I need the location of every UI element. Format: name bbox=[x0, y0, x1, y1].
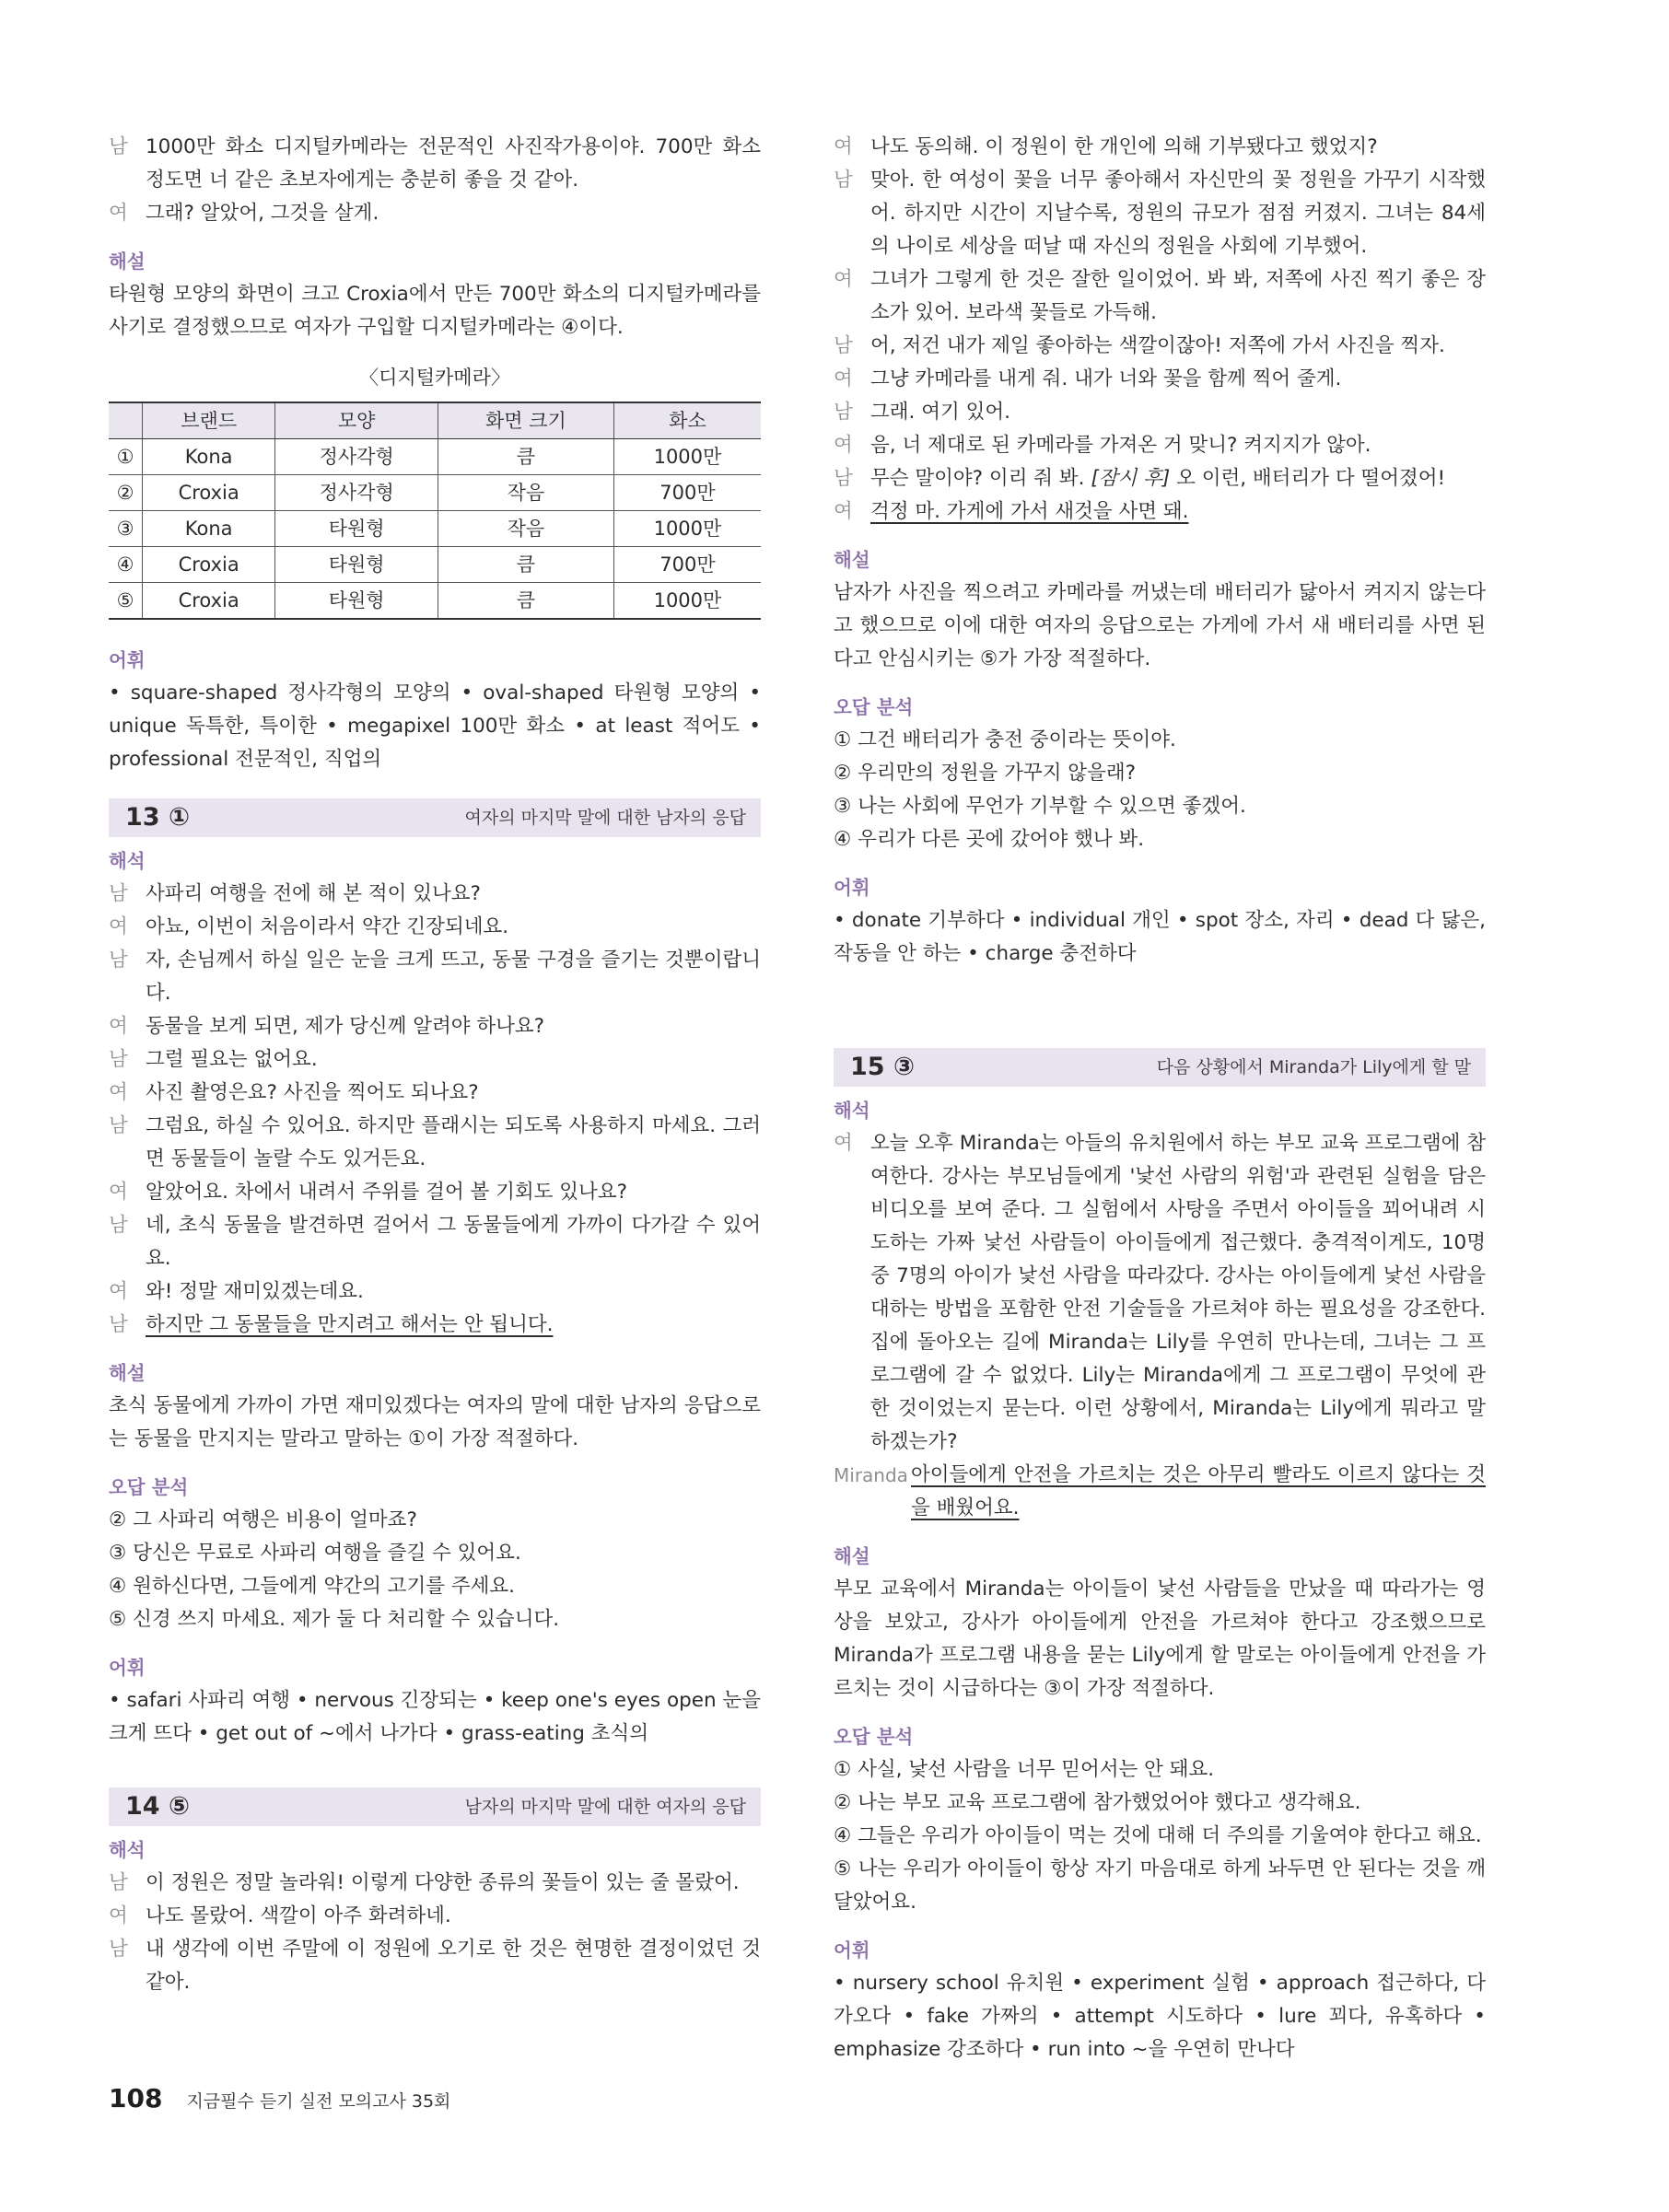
wrong-option: ⑤ 나는 우리가 아이들이 항상 자기 마음대로 하게 놔두면 안 된다는 것을 깨달았어요. bbox=[834, 1857, 1486, 1914]
table-cell: Croxia bbox=[143, 547, 275, 583]
table-cell: 정사각형 bbox=[275, 475, 438, 511]
table-cell: ① bbox=[109, 439, 143, 475]
table-header-cell: 화소 bbox=[613, 402, 761, 439]
dialogue-line bbox=[834, 263, 1486, 330]
dialogue-text: 자, 손님께서 하실 일은 눈을 크게 뜨고, 동물 구경을 즐기는 것뿐이랍니다. bbox=[146, 949, 761, 1005]
camera-table bbox=[109, 402, 761, 620]
table-cell: 700만 bbox=[613, 475, 761, 511]
wrong-option: ④ 우리가 다른 곳에 갔어야 했나 봐. bbox=[834, 828, 1145, 851]
table-cell: ② bbox=[109, 475, 143, 511]
dialogue-text: 그래? 알았어, 그것을 살게. bbox=[146, 202, 379, 225]
speaker-label: 남 bbox=[109, 1214, 128, 1237]
explanation-text: 부모 교육에서 Miranda는 아이들이 낯선 사람들을 만났을 때 따라가는 영상을 보았고, 강사가 아이들에게 안전을 가르쳐야 한다고 강조했으므로 Miranda가 프로그램 내용을 묻는 Lily에게 할 말로는 아이들에게 안전을 가르치는 것이 시급하다는 ③이 가장 적절하다. bbox=[834, 1578, 1486, 1700]
wrong-option: ① 그건 배터리가 충전 중이라는 뜻이야. bbox=[834, 728, 1176, 751]
dialogue-line bbox=[834, 1127, 1486, 1459]
question-number: 14 ⑤ bbox=[125, 1792, 190, 1821]
dialogue-line bbox=[109, 1077, 761, 1110]
dialogue-text: 맞아. 한 여성이 꽃을 너무 좋아해서 자신만의 꽃 정원을 가꾸기 시작했어. 하지만 시간이 지날수록, 정원의 규모가 점점 커졌지. 그녀는 84세의 나이로 세상을 떠날 때 자신의 정원을 사회에 기부했어. bbox=[870, 169, 1486, 258]
table-row bbox=[109, 547, 761, 583]
section-heading: 해설 bbox=[834, 549, 870, 571]
wrong-option: ① 사실, 낯선 사람을 너무 믿어서는 안 돼요. bbox=[834, 1758, 1215, 1781]
table-cell: 큼 bbox=[438, 583, 613, 620]
answer-text: 아이들에게 안전을 가르치는 것은 아무리 빨라도 이르지 않다는 것을 배웠어요. bbox=[911, 1463, 1486, 1519]
question-bar-14 bbox=[109, 1787, 761, 1826]
question-topic: 남자의 마지막 말에 대한 여자의 응답 bbox=[464, 1797, 746, 1817]
dialogue-line bbox=[109, 1043, 761, 1077]
table-row bbox=[109, 511, 761, 547]
dialogue-line bbox=[109, 878, 761, 911]
speaker-label: 여 bbox=[834, 434, 853, 457]
table-cell: ⑤ bbox=[109, 583, 143, 620]
speaker-label: 남 bbox=[834, 334, 853, 357]
speaker-label: 남 bbox=[109, 1114, 128, 1137]
speaker-label: 여 bbox=[834, 500, 853, 523]
table-cell: 작음 bbox=[438, 475, 613, 511]
dialogue-text: 그럴 필요는 없어요. bbox=[146, 1048, 318, 1071]
dialogue-text: 1000만 화소 디지털카메라는 전문적인 사진작가용이야. 700만 화소 정도면 너 같은 초보자에게는 충분히 좋을 것 같아. bbox=[146, 135, 761, 192]
dialogue-line bbox=[834, 164, 1486, 263]
section-heading: 해석 bbox=[109, 1839, 146, 1861]
dialogue-line bbox=[109, 1110, 761, 1176]
table-header-cell: 모양 bbox=[275, 402, 438, 439]
table-cell: ④ bbox=[109, 547, 143, 583]
speaker-label: 여 bbox=[834, 1132, 853, 1155]
right-column bbox=[834, 131, 1486, 2066]
dialogue-line bbox=[834, 363, 1486, 396]
speaker-label: 남 bbox=[109, 1938, 128, 1961]
vocab-text: • safari 사파리 여행 • nervous 긴장되는 • keep one's eyes open 눈을 크게 뜨다 • get out of ~에서 나가다 • grass-eating 초식의 bbox=[109, 1689, 761, 1745]
table-cell: 타원형 bbox=[275, 511, 438, 547]
dialogue-text: 그럼요, 하실 수 있어요. 하지만 플래시는 되도록 사용하지 마세요. 그러면 동물들이 놀랄 수도 있거든요. bbox=[146, 1114, 761, 1170]
speaker-label: 남 bbox=[109, 135, 128, 158]
wrong-option: ② 나는 부모 교육 프로그램에 참가했었어야 했다고 생각해요. bbox=[834, 1791, 1361, 1814]
dialogue-line bbox=[109, 197, 761, 230]
table-row bbox=[109, 475, 761, 511]
table-cell: 타원형 bbox=[275, 583, 438, 620]
speaker-label: 남 bbox=[834, 169, 853, 192]
table-row bbox=[109, 439, 761, 475]
dialogue-text: 사파리 여행을 전에 해 본 적이 있나요? bbox=[146, 882, 481, 905]
table-cell: 1000만 bbox=[613, 511, 761, 547]
table-header-row bbox=[109, 402, 761, 439]
section-heading: 오답 분석 bbox=[109, 1476, 189, 1498]
section-heading: 해설 bbox=[109, 1362, 146, 1384]
speaker-label: 여 bbox=[834, 367, 853, 390]
wrong-option: ④ 그들은 우리가 아이들이 먹는 것에 대해 더 주의를 기울여야 한다고 해요. bbox=[834, 1824, 1482, 1847]
question-topic: 다음 상황에서 Miranda가 Lily에게 할 말 bbox=[1156, 1057, 1471, 1077]
explanation-text: 남자가 사진을 찍으려고 카메라를 꺼냈는데 배터리가 닳아서 켜지지 않는다고 했으므로 이에 대한 여자의 응답으로는 가게에 가서 새 배터리를 사면 된다고 안심시키는 ⑤가 가장 적절하다. bbox=[834, 581, 1486, 670]
wrong-option: ② 우리만의 정원을 가꾸지 않을래? bbox=[834, 762, 1137, 785]
vocab-text: • donate 기부하다 • individual 개인 • spot 장소, 자리 • dead 다 닳은, 작동을 안 하는 • charge 충전하다 bbox=[834, 909, 1486, 965]
dialogue-line bbox=[109, 131, 761, 197]
speaker-label: 남 bbox=[834, 467, 853, 490]
table-cell: 700만 bbox=[613, 547, 761, 583]
section-heading: 해설 bbox=[109, 250, 146, 273]
wrong-option: ③ 당신은 무료로 사파리 여행을 즐길 수 있어요. bbox=[109, 1542, 521, 1565]
book-title: 지금필수 듣기 실전 모의고사 35회 bbox=[186, 2091, 451, 2112]
dialogue-line bbox=[109, 1933, 761, 1999]
speaker-label: 여 bbox=[109, 915, 128, 938]
section-heading: 어휘 bbox=[834, 1939, 870, 1962]
dialogue-text: 그래. 여기 있어. bbox=[870, 401, 1010, 424]
speaker-label: 여 bbox=[109, 1904, 128, 1927]
explanation-text: 초식 동물에게 가까이 가면 재미있겠다는 여자의 말에 대한 남자의 응답으로는 동물을 만지지는 말라고 말하는 ①이 가장 적절하다. bbox=[109, 1394, 761, 1450]
speaker-label: 남 bbox=[109, 1871, 128, 1894]
left-column bbox=[109, 131, 761, 1999]
dialogue-line bbox=[109, 1010, 761, 1043]
speaker-label: 여 bbox=[109, 1181, 128, 1204]
dialogue-text: 내 생각에 이번 주말에 이 정원에 오기로 한 것은 현명한 결정이었던 것 같아. bbox=[146, 1938, 761, 1994]
section-heading: 오답 분석 bbox=[834, 696, 914, 718]
question-number: 13 ① bbox=[125, 803, 190, 832]
dialogue-line bbox=[109, 944, 761, 1010]
dialogue-text: 어, 저건 내가 제일 좋아하는 색깔이잖아! 저쪽에 가서 사진을 찍자. bbox=[870, 334, 1445, 357]
dialogue-line bbox=[109, 1176, 761, 1209]
wrong-option: ② 그 사파리 여행은 비용이 얼마죠? bbox=[109, 1508, 417, 1531]
question-number: 15 ③ bbox=[850, 1053, 915, 1081]
wrong-option: ③ 나는 사회에 무언가 기부할 수 있으면 좋겠어. bbox=[834, 795, 1246, 818]
table-cell: 1000만 bbox=[613, 583, 761, 620]
dialogue-text-part: 무슨 말이야? 이리 줘 봐. bbox=[870, 467, 1091, 490]
speaker-label: 여 bbox=[834, 268, 853, 291]
dialogue-line bbox=[834, 330, 1486, 363]
wrong-option: ④ 원하신다면, 그들에게 약간의 고기를 주세요. bbox=[109, 1575, 515, 1598]
table-header-cell: 브랜드 bbox=[143, 402, 275, 439]
speaker-label: 남 bbox=[109, 949, 128, 972]
section-heading: 해석 bbox=[109, 850, 146, 872]
page-footer bbox=[109, 2083, 450, 2113]
section-heading: 어휘 bbox=[834, 877, 870, 899]
dialogue-text: 이 정원은 정말 놀라워! 이렇게 다양한 종류의 꽃들이 있는 줄 몰랐어. bbox=[146, 1871, 740, 1894]
spacer bbox=[834, 971, 1486, 1048]
speaker-label: Miranda bbox=[834, 1464, 908, 1486]
dialogue-line bbox=[834, 396, 1486, 429]
section-heading: 오답 분석 bbox=[834, 1726, 914, 1748]
speaker-label: 남 bbox=[109, 1313, 128, 1336]
dialogue-text: 음, 너 제대로 된 카메라를 가져온 거 맞니? 켜지지가 않아. bbox=[870, 434, 1371, 457]
speaker-label: 여 bbox=[109, 1081, 128, 1104]
dialogue-text: 그녀가 그렇게 한 것은 잘한 일이었어. 봐 봐, 저쪽에 사진 찍기 좋은 장소가 있어. 보라색 꽃들로 가득해. bbox=[870, 268, 1486, 324]
speaker-label: 여 bbox=[109, 1015, 128, 1038]
table-cell: Kona bbox=[143, 511, 275, 547]
dialogue-text: 알았어요. 차에서 내려서 주위를 걸어 볼 기회도 있나요? bbox=[146, 1181, 628, 1204]
question-topic: 여자의 마지막 말에 대한 남자의 응답 bbox=[464, 808, 746, 828]
speaker-label: 여 bbox=[109, 202, 128, 225]
dialogue-text: 아뇨, 이번이 처음이라서 약간 긴장되네요. bbox=[146, 915, 509, 938]
section-heading: 해석 bbox=[834, 1100, 870, 1122]
dialogue-line bbox=[834, 462, 1486, 495]
narration-text: 오늘 오후 Miranda는 아들의 유치원에서 하는 부모 교육 프로그램에 참여한다. 강사는 부모님들에게 '낯선 사람의 위험'과 관련된 실험을 담은 비디오를 보여 준다. 그 실험에서 사탕을 주면서 아이들을 꾀어내려 시도하는 가짜 낯선 사람들이 아이들에게 접근했다. 충격적이게도, 10명 중 7명의 아이가 낯선 사람을 따라갔다. 강사는 아이들에게 낯선 사람을 대하는 방법을 포함한 안전 기술들을 가르쳐야 하는 필요성을 강조한다. 집에 돌아오는 길에 Miranda는 Lily를 우연히 만나는데, 그녀는 그 프로그램에 갈 수 없었다. Lily는 Miranda에게 그 프로그램이 무엇에 관한 것이었는지 묻는다. 이런 상황에서, Miranda는 Lily에게 뭐라고 말하겠는가? bbox=[870, 1132, 1486, 1453]
dialogue-line bbox=[109, 911, 761, 944]
vocab-text: • square-shaped 정사각형의 모양의 • oval-shaped 타원형 모양의 • unique 독특한, 특이한 • megapixel 100만 화소 • at least 적어도 • professional 전문적인, 직업의 bbox=[109, 681, 761, 771]
table-cell: 작음 bbox=[438, 511, 613, 547]
table-cell: Croxia bbox=[143, 583, 275, 620]
table-header-cell: 화면 크기 bbox=[438, 402, 613, 439]
table-row bbox=[109, 583, 761, 620]
dialogue-text: 네, 초식 동물을 발견하면 걸어서 그 동물들에게 가까이 다가갈 수 있어요. bbox=[146, 1214, 761, 1270]
table-header-cell bbox=[109, 402, 143, 439]
stage-direction: [잠시 후] bbox=[1091, 467, 1171, 490]
dialogue-line bbox=[834, 131, 1486, 164]
speaker-label: 남 bbox=[834, 401, 853, 424]
dialogue-text: 나도 몰랐어. 색깔이 아주 화려하네. bbox=[146, 1904, 451, 1927]
speaker-label: 여 bbox=[834, 135, 853, 158]
table-cell: 큼 bbox=[438, 439, 613, 475]
table-cell: 1000만 bbox=[613, 439, 761, 475]
section-heading: 어휘 bbox=[109, 1657, 146, 1679]
dialogue-line bbox=[109, 1900, 761, 1933]
dialogue-line bbox=[109, 1309, 761, 1342]
dialogue-text: 그냥 카메라를 내게 줘. 내가 너와 꽃을 함께 찍어 줄게. bbox=[870, 367, 1342, 390]
dialogue-text: 사진 촬영은요? 사진을 찍어도 되나요? bbox=[146, 1081, 479, 1104]
speaker-label: 남 bbox=[109, 882, 128, 905]
answer-text: 걱정 마. 가게에 가서 새것을 사면 돼. bbox=[870, 500, 1189, 523]
section-heading: 해설 bbox=[834, 1545, 870, 1567]
speaker-label: 여 bbox=[109, 1280, 128, 1303]
speaker-label: 남 bbox=[109, 1048, 128, 1071]
table-cell: Croxia bbox=[143, 475, 275, 511]
dialogue-text bbox=[870, 462, 1486, 495]
vocab-text: • nursery school 유치원 • experiment 실험 • approach 접근하다, 다가오다 • fake 가짜의 • attempt 시도하다 • lure 꾀다, 유혹하다 • emphasize 강조하다 • run into ~을 우연히 만나다 bbox=[834, 1972, 1486, 2061]
table-cell: 큼 bbox=[438, 547, 613, 583]
page-number: 108 bbox=[109, 2083, 163, 2113]
dialogue-line bbox=[109, 1209, 761, 1275]
dialogue-line bbox=[834, 495, 1486, 529]
dialogue-line bbox=[109, 1867, 761, 1900]
section-heading: 어휘 bbox=[109, 649, 146, 671]
dialogue-text: 나도 동의해. 이 정원이 한 개인에 의해 기부됐다고 했었지? bbox=[870, 135, 1378, 158]
question-bar-13 bbox=[109, 798, 761, 837]
answer-text: 하지만 그 동물들을 만지려고 해서는 안 됩니다. bbox=[146, 1313, 554, 1336]
wrong-option: ⑤ 신경 쓰지 마세요. 제가 둘 다 처리할 수 있습니다. bbox=[109, 1608, 560, 1631]
question-bar-15 bbox=[834, 1048, 1486, 1087]
dialogue-text: 동물을 보게 되면, 제가 당신께 알려야 하나요? bbox=[146, 1015, 545, 1038]
table-cell: 타원형 bbox=[275, 547, 438, 583]
table-cell: ③ bbox=[109, 511, 143, 547]
dialogue-line bbox=[109, 1275, 761, 1309]
table-cell: Kona bbox=[143, 439, 275, 475]
explanation-text: 타원형 모양의 화면이 크고 Croxia에서 만든 700만 화소의 디지털카메라를 사기로 결정했으므로 여자가 구입할 디지털카메라는 ④이다. bbox=[109, 283, 761, 339]
dialogue-line bbox=[834, 429, 1486, 462]
table-cell: 정사각형 bbox=[275, 439, 438, 475]
dialogue-text: 와! 정말 재미있겠는데요. bbox=[146, 1280, 364, 1303]
table-title: 〈디지털카메라〉 bbox=[359, 367, 510, 389]
dialogue-text-part: 오 이런, 배터리가 다 떨어졌어! bbox=[1170, 467, 1446, 490]
dialogue-line bbox=[834, 1459, 1486, 1525]
